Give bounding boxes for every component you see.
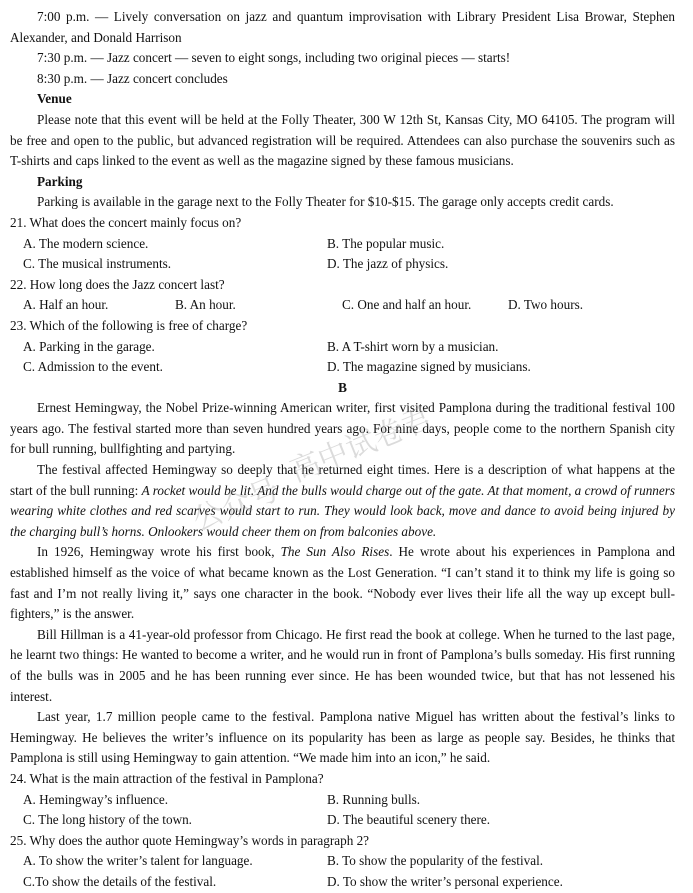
section-b-label: B <box>338 379 347 395</box>
question-23 <box>10 316 675 378</box>
option-c: C. Admission to the event. <box>23 359 163 375</box>
paragraph-3-part-a: In 1926, Hemingway wrote his first book, <box>37 544 281 560</box>
option-d: D. The jazz of physics. <box>327 256 449 272</box>
paragraph-2-quote: A rocket would be lit. And the bulls would charge out of the gate. At that moment, a crowd of runners wearing white clothes and red scarves would start to run. They would look back, move and dance to avoid being injured by the charging bull’s horns. Onlookers would cheer them on from balconies above. <box>10 482 675 539</box>
passage-b-paragraph-2 <box>10 460 675 542</box>
passage-b-paragraph-4: Bill Hillman is a 41-year-old professor from Chicago. He first read the book at college. When he turned to the last page, he learnt two things: He wanted to become a writer, and he would run in front of Pamplona’s bulls someday. His first running of the bulls was in 2005 and he has been running ever since. He has been wounded twice, but that has not lessened his interest. <box>10 626 675 704</box>
option-b: B. The popular music. <box>327 235 445 251</box>
option-a: A. Parking in the garage. <box>23 338 155 354</box>
option-c: C. One and half an hour. <box>342 297 472 313</box>
option-b: B. Running bulls. <box>327 791 421 807</box>
schedule-item-2: 7:30 p.m. — Jazz concert — seven to eight songs, including two original pieces — starts! <box>37 50 511 66</box>
venue-heading: Venue <box>37 91 72 107</box>
option-b: B. To show the popularity of the festival. <box>327 853 544 869</box>
parking-text: Parking is available in the garage next to the Folly Theater for $10-$15. The garage only accepts credit cards. <box>37 194 614 210</box>
paragraph-2-intro: The festival affected Hemingway so deeply that he returned eight times. Here is a description of what happens at the start of the bull running: <box>10 462 675 498</box>
option-c: C.To show the details of the festival. <box>23 873 217 889</box>
passage-b-paragraph-3 <box>10 542 675 624</box>
parking-heading: Parking <box>37 173 83 189</box>
schedule-item-3: 8:30 p.m. — Jazz concert concludes <box>37 70 228 86</box>
option-c: C. The long history of the town. <box>23 812 192 828</box>
watermark-line-2: 高中试卷君 <box>285 400 438 490</box>
question-22 <box>10 275 675 316</box>
option-c: C. The musical instruments. <box>23 256 172 272</box>
question-stem: 22. How long does the Jazz concert last? <box>10 276 225 292</box>
option-a: A. Half an hour. <box>23 297 109 313</box>
question-stem: 21. What does the concert mainly focus on? <box>10 214 242 230</box>
option-a: A. The modern science. <box>23 235 149 251</box>
option-a: A. To show the writer’s talent for language. <box>23 853 253 869</box>
option-d: D. The magazine signed by musicians. <box>327 359 531 375</box>
schedule-item-1: 7:00 p.m. — Lively conversation on jazz and quantum improvisation with Library President Lisa Browar, Stephen Alexander, and Donald Harrison <box>10 9 675 45</box>
watermark-line-1: 公众号 <box>188 472 285 539</box>
question-stem: 23. Which of the following is free of charge? <box>10 317 248 333</box>
question-stem: 24. What is the main attraction of the festival in Pamplona? <box>10 770 324 786</box>
option-d: D. Two hours. <box>508 297 584 313</box>
option-b: B. An hour. <box>175 297 236 313</box>
question-stem: 25. Why does the author quote Hemingway’s words in paragraph 2? <box>10 832 370 848</box>
option-a: A. Hemingway’s influence. <box>23 791 169 807</box>
option-d: D. To show the writer’s personal experience. <box>327 873 563 889</box>
question-24 <box>10 769 675 831</box>
book-title: The Sun Also Rises <box>280 544 390 560</box>
passage-b-paragraph-1: Ernest Hemingway, the Nobel Prize-winning American writer, first visited Pamplona during the traditional festival 100 years ago. The festival started more than seven hundred years ago. For nine days, people come to the northern Spanish city for bull running, bullfighting and partying. <box>10 400 675 457</box>
option-b: B. A T-shirt worn by a musician. <box>327 338 499 354</box>
question-25 <box>10 831 675 893</box>
passage-b-paragraph-5: Last year, 1.7 million people came to the festival. Pamplona native Miguel has written about the festival’s links to Hemingway. He believes the writer’s influence on its popularity has been as large as people say. Besides, he thinks that Pamplona is still using Hemingway to gain attention. “We made him into an icon,” he said. <box>10 709 675 766</box>
question-21 <box>10 213 675 275</box>
paragraph-3-part-b: . He wrote about his experiences in Pamplona and established himself as the voice of what became known as the Lost Generation. “I can’t stand it to think my life is going so fast and I’m not really living it,” says one character in the book. “Nobody ever lives their life all the way up except bull-fighters,” is the answer. <box>10 544 676 622</box>
option-d: D. The beautiful scenery there. <box>327 812 491 828</box>
venue-text: Please note that this event will be held at the Folly Theater, 300 W 12th St, Kansas City, MO 64105. The program will be free and open to the public, but advanced registration will be required. Attendees can also purchase the souvenirs such as T-shirts and caps linked to the event as well as the magazine signed by these famous musicians. <box>10 111 675 169</box>
